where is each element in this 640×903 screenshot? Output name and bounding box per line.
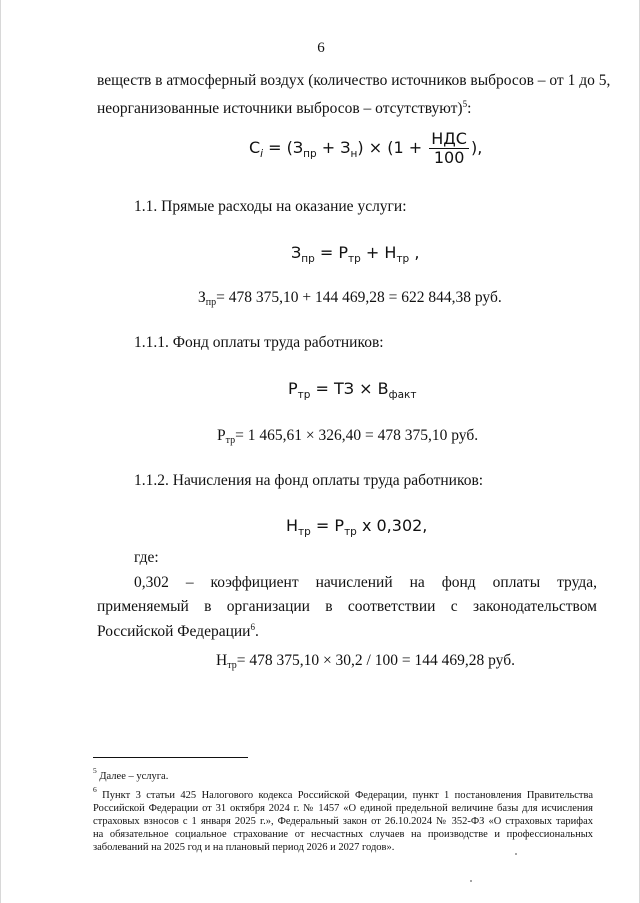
calc-z-pr-lhs-sub: пр bbox=[205, 297, 217, 308]
definition-line-2: применяемый в организации в соответствии с законодательством bbox=[97, 598, 597, 615]
calc-z-pr bbox=[198, 289, 502, 308]
formula-ci-plus: + З bbox=[316, 138, 351, 157]
formula-r-tr-lhs-sub: тр bbox=[297, 389, 311, 401]
formula-z-pr-mid-sub: тр bbox=[348, 253, 361, 265]
formula-ci-fraction bbox=[429, 130, 469, 167]
footnote-5-mark: 5 bbox=[93, 766, 97, 775]
definition-line-3 bbox=[97, 622, 259, 641]
formula-n-tr bbox=[286, 516, 427, 538]
where-label: где: bbox=[134, 549, 159, 566]
formula-ci-close: ), bbox=[470, 138, 483, 157]
formula-n-tr-end: х 0,302, bbox=[356, 516, 428, 535]
formula-z-pr-plus: + Н bbox=[360, 243, 397, 262]
footnote-6-line-5: заболеваний на 2025 год и на плановый период 2026 и 2027 годов». bbox=[93, 842, 395, 853]
footnote-ref-6: 6 bbox=[250, 622, 255, 632]
footnote-5-text: Далее – услуга. bbox=[99, 771, 169, 782]
heading-1-1-2: 1.1.2. Начисления на фонд оплаты труда работников: bbox=[134, 472, 484, 489]
formula-z-pr-end: , bbox=[409, 243, 420, 262]
calc-r-tr-lhs: Р bbox=[217, 427, 226, 444]
intro-line-2 bbox=[97, 99, 471, 118]
footnote-separator bbox=[93, 757, 248, 758]
definition-line-3-end: . bbox=[254, 623, 259, 640]
intro-line-1: веществ в атмосферный воздух (количество источников выбросов – от 1 до 5, bbox=[97, 72, 611, 89]
formula-r-tr bbox=[288, 379, 417, 401]
intro-line-2-end: : bbox=[467, 100, 472, 117]
calc-z-pr-rhs: = 478 375,10 + 144 469,28 = 622 844,38 руб. bbox=[216, 289, 502, 306]
formula-n-tr-lhs-sub: тр bbox=[298, 526, 311, 538]
formula-ci-zpr-sub: пр bbox=[303, 148, 317, 160]
calc-n-tr bbox=[216, 652, 515, 671]
heading-1-1: 1.1. Прямые расходы на оказание услуги: bbox=[134, 198, 407, 215]
footnote-ref-5: 5 bbox=[462, 99, 468, 109]
intro-line-2-text: неорганизованные источники выбросов – отсутствуют) bbox=[97, 100, 463, 117]
footnote-6-mark: 6 bbox=[93, 785, 97, 794]
formula-n-tr-mid: = Р bbox=[310, 516, 345, 535]
formula-ci-eq: = (З bbox=[263, 138, 304, 157]
heading-1-1-1: 1.1.1. Фонд оплаты труда работников: bbox=[134, 334, 384, 351]
calc-z-pr-lhs: З bbox=[198, 289, 206, 306]
calc-n-tr-lhs-sub: тр bbox=[227, 660, 237, 671]
footnote-6 bbox=[93, 783, 593, 854]
scan-speck bbox=[470, 880, 472, 882]
formula-ci-zn-sub: н bbox=[350, 148, 358, 160]
definition-line-1: 0,302 – коэффициент начислений на фонд оплаты труда, bbox=[134, 574, 597, 591]
formula-n-tr-mid-sub: тр bbox=[344, 526, 357, 538]
footnote-6-line-2: Российской Федерации от 31 октября 2024 г. № 1457 «О единой предельной величине базы для исчисления bbox=[93, 803, 593, 814]
formula-z-pr-mid: = Р bbox=[314, 243, 349, 262]
scan-speck bbox=[515, 853, 517, 855]
formula-r-tr-lhs: Р bbox=[288, 379, 298, 398]
fraction-denominator: 100 bbox=[433, 148, 465, 167]
footnote-6-line-1 bbox=[93, 783, 593, 802]
calc-n-tr-rhs: = 478 375,10 × 30,2 / 100 = 144 469,28 руб. bbox=[236, 652, 515, 669]
page-number: 6 bbox=[317, 40, 325, 56]
formula-r-tr-mid-sub: факт bbox=[388, 389, 417, 401]
formula-ci-times: ) × (1 + bbox=[357, 138, 428, 157]
formula-ci bbox=[249, 130, 482, 167]
formula-n-tr-lhs: Н bbox=[286, 516, 299, 535]
formula-z-pr-plus-sub: тр bbox=[396, 253, 410, 265]
formula-z-pr-lhs-sub: пр bbox=[301, 253, 315, 265]
formula-r-tr-mid: = ТЗ × В bbox=[310, 379, 389, 398]
footnote-6-line-4: на обязательное социальное страхование от несчастных случаев на производстве и профессиональных bbox=[93, 829, 593, 840]
formula-z-pr-lhs: З bbox=[291, 243, 302, 262]
calc-r-tr-rhs: = 1 465,61 × 326,40 = 478 375,10 руб. bbox=[235, 427, 479, 444]
formula-z-pr bbox=[291, 243, 419, 265]
calc-r-tr bbox=[217, 427, 478, 446]
footnote-5 bbox=[93, 764, 593, 783]
definition-line-3-text: Российской Федерации bbox=[97, 623, 251, 640]
footnote-6-line-3: страховых взносов с 1 января 2025 г.», Федеральный закон от 26.10.2024 № 352-ФЗ «О страховых тарифах bbox=[93, 816, 593, 827]
footnote-6-line-1-text: Пункт 3 статьи 425 Налогового кодекса Российской Федерации, пункт 1 постановления Правительства bbox=[102, 790, 594, 801]
formula-ci-lhs-sub: i bbox=[260, 148, 264, 160]
fraction-numerator: НДС bbox=[431, 129, 467, 148]
calc-r-tr-lhs-sub: тр bbox=[225, 435, 236, 446]
formula-ci-lhs: С bbox=[249, 138, 261, 157]
calc-n-tr-lhs: Н bbox=[216, 652, 228, 669]
